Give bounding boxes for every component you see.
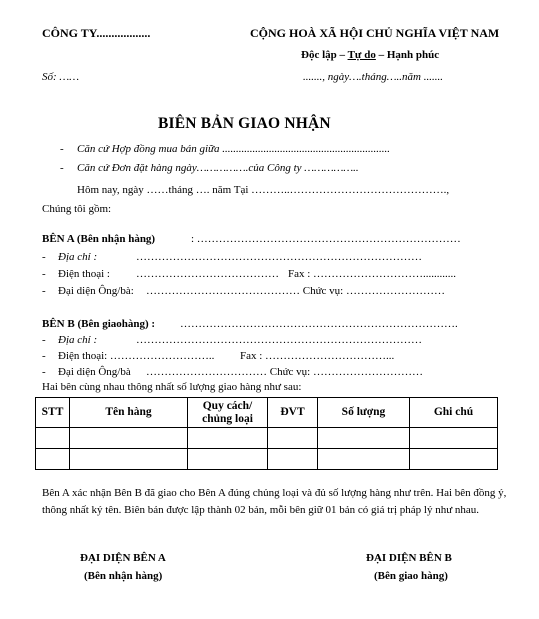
bullet-dash: - [42, 350, 46, 362]
table-cell [268, 449, 318, 470]
bullet-dash: - [60, 143, 64, 155]
col-header-specification: Quy cách/ chủng loại [188, 398, 268, 428]
table-cell [318, 449, 410, 470]
party-a-phone-blank: ………………………………… [136, 268, 279, 280]
bullet-dash: - [42, 268, 46, 280]
signature-b-subtitle: (Bên giao hàng) [374, 570, 448, 582]
confirmation-paragraph: Bên A xác nhận Bên B đã giao cho Bên A đúng chủng loại và đủ số lượng hàng như trên. Hai bên đồng ý, thông nhất ký tên. Biên bản được lập thành 02 bản, mỗi bên giữ 01 bản có giá trị pháp lý như nhau. [42, 487, 507, 516]
party-a-address-label: Địa chỉ : [58, 251, 98, 263]
table-header-row [36, 398, 498, 428]
document-number: Số: …… [42, 71, 79, 83]
col-header-unit: ĐVT [268, 398, 318, 428]
bullet-dash: - [42, 334, 46, 346]
table-cell [36, 449, 70, 470]
party-b-rep-blank: …………………………… Chức vụ: ………………………… [146, 366, 423, 378]
party-a-name-blank: : ……………………………………………………………… [191, 233, 461, 245]
ground-order: Căn cứ Đơn đặt hàng ngày…………….của Công ty …………….. [77, 162, 359, 174]
motto-happiness: Hạnh phúc [386, 49, 440, 61]
party-b-rep-label: Đại diện Ông/bà [58, 366, 131, 378]
party-a-fax: Fax : …………………………............ [288, 268, 457, 280]
table-cell [188, 449, 268, 470]
signature-b-title: ĐẠI DIỆN BÊN B [366, 552, 452, 564]
col-header-stt: STT [36, 398, 70, 428]
goods-table [35, 397, 498, 470]
table-cell [268, 428, 318, 449]
bullet-dash: - [60, 162, 64, 174]
party-b-title: BÊN B (Bên giaohàng) : [42, 318, 156, 330]
motto-independence: Độc lập [301, 49, 337, 61]
table-cell [70, 428, 188, 449]
party-b-fax: Fax : ……………………………... [240, 350, 395, 362]
signature-a-subtitle: (Bên nhận hàng) [84, 570, 163, 582]
table-cell [188, 428, 268, 449]
motto-freedom: Tự do [347, 49, 376, 61]
table-cell [318, 428, 410, 449]
agreement-line: Hai bên cùng nhau thông nhất số lượng giao hàng như sau: [42, 381, 302, 393]
party-a-rep-label: Đại diện Ông/bà: [58, 285, 134, 297]
party-b-name-blank: …………………………………………………………………. [180, 318, 458, 330]
bullet-dash: - [42, 366, 46, 378]
col-header-item-name: Tên hàng [70, 398, 188, 428]
document-title: BIÊN BẢN GIAO NHẬN [158, 115, 331, 132]
party-a-title: BÊN A (Bên nhận hàng) [42, 233, 156, 245]
ground-contract: Căn cứ Hợp đồng mua bán giữa ............................................................. [77, 143, 391, 155]
date-line: ......., ngày….tháng…..năm ....... [303, 71, 443, 83]
table-cell [410, 449, 498, 470]
national-motto [301, 49, 439, 61]
table-cell [70, 449, 188, 470]
table-row [36, 428, 498, 449]
col-header-notes: Ghi chú [410, 398, 498, 428]
table-cell [410, 428, 498, 449]
table-cell [36, 428, 70, 449]
party-a-rep-blank: …………………………………… Chức vụ: ……………………… [146, 285, 445, 297]
party-a-phone-label: Điện thoại : [58, 268, 110, 280]
party-b-address-label: Địa chỉ : [58, 334, 98, 346]
motto-separator: – [375, 49, 387, 61]
party-b-phone: Điện thoại: ……………………….. [58, 350, 215, 362]
today-line: Hôm nay, ngày ……tháng …. năm Tại ………..……………………………………., [77, 184, 450, 196]
company-name: CÔNG TY.................. [42, 26, 151, 40]
col-header-quantity: Số lượng [318, 398, 410, 428]
signature-a-title: ĐẠI DIỆN BÊN A [80, 552, 166, 564]
bullet-dash: - [42, 251, 46, 263]
motto-separator: – [336, 49, 348, 61]
republic-title: CỘNG HOÀ XÃ HỘI CHỦ NGHĨA VIỆT NAM [250, 26, 500, 40]
table-row [36, 449, 498, 470]
we-line: Chúng tôi gồm: [42, 203, 112, 215]
party-b-address-blank: …………………………………………………………………… [136, 334, 422, 346]
party-a-address-blank: …………………………………………………………………… [136, 251, 422, 263]
bullet-dash: - [42, 285, 46, 297]
